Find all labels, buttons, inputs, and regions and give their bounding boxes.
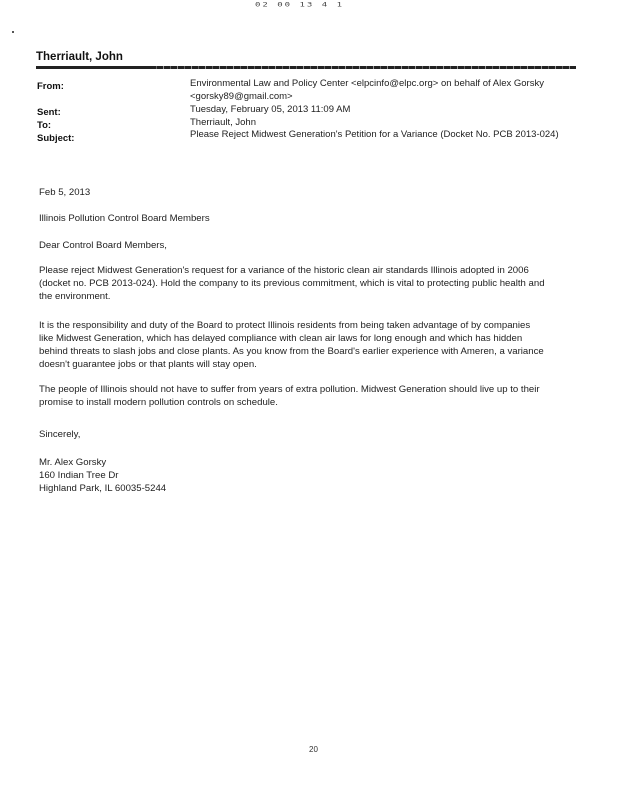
letter-salutation: Dear Control Board Members, bbox=[39, 240, 167, 251]
subject-label: Subject: bbox=[37, 133, 75, 144]
sent-label: Sent: bbox=[37, 107, 61, 118]
page-number: 20 bbox=[309, 745, 318, 754]
from-value-line2: <gorsky89@gmail.com> bbox=[190, 91, 293, 102]
sender-city: Highland Park, IL 60035-5244 bbox=[39, 483, 167, 494]
subject-value: Please Reject Midwest Generation's Petition for a Variance (Docket No. PCB 2013-024) bbox=[190, 129, 559, 140]
recipient-name-heading: Therriault, John bbox=[36, 51, 123, 63]
sent-value: Tuesday, February 05, 2013 11:09 AM bbox=[190, 104, 351, 115]
sender-street: 160 Indian Tree Dr bbox=[39, 470, 119, 481]
scan-speck bbox=[12, 31, 14, 33]
letter-paragraph-3: The people of Illinois should not have to suffer from years of extra pollution. Midwest Generation should live up to their promise to install modern pollution controls on schedule. bbox=[39, 384, 540, 408]
letter-date: Feb 5, 2013 bbox=[39, 187, 91, 198]
to-label: To: bbox=[37, 120, 52, 131]
to-value: Therriault, John bbox=[190, 117, 257, 128]
letter-addressee: Illinois Pollution Control Board Members bbox=[39, 213, 210, 224]
letter-paragraph-2: It is the responsibility and duty of the Board to protect Illinois residents from being taken advantage of by companies like Midwest Generation, which has delayed compliance with clean air laws for long enough and which has hidden behind threats to slash jobs and close plants. As you know from the Board's earlier experience with Ameren, a variance doesn't guarantee jobs or that plants will stay open. bbox=[39, 320, 544, 370]
header-divider-texture bbox=[150, 66, 570, 69]
letter-closing: Sincerely, bbox=[39, 429, 81, 440]
sender-name: Mr. Alex Gorsky bbox=[39, 457, 107, 468]
from-label: From: bbox=[37, 81, 64, 92]
from-value-line1: Environmental Law and Policy Center <elpcinfo@elpc.org> on behalf of Alex Gorsky bbox=[190, 78, 544, 89]
sender-signature-block bbox=[39, 456, 584, 495]
scanned-stamp-text: 02 00 13 4 1 bbox=[255, 1, 345, 9]
letter-paragraph-1: Please reject Midwest Generation's request for a variance of the historic clean air standards Illinois adopted in 2006 (docket no. PCB 2013-024). Hold the company to its previous commitment, which is vital to protecting public health and the environment. bbox=[39, 265, 545, 302]
